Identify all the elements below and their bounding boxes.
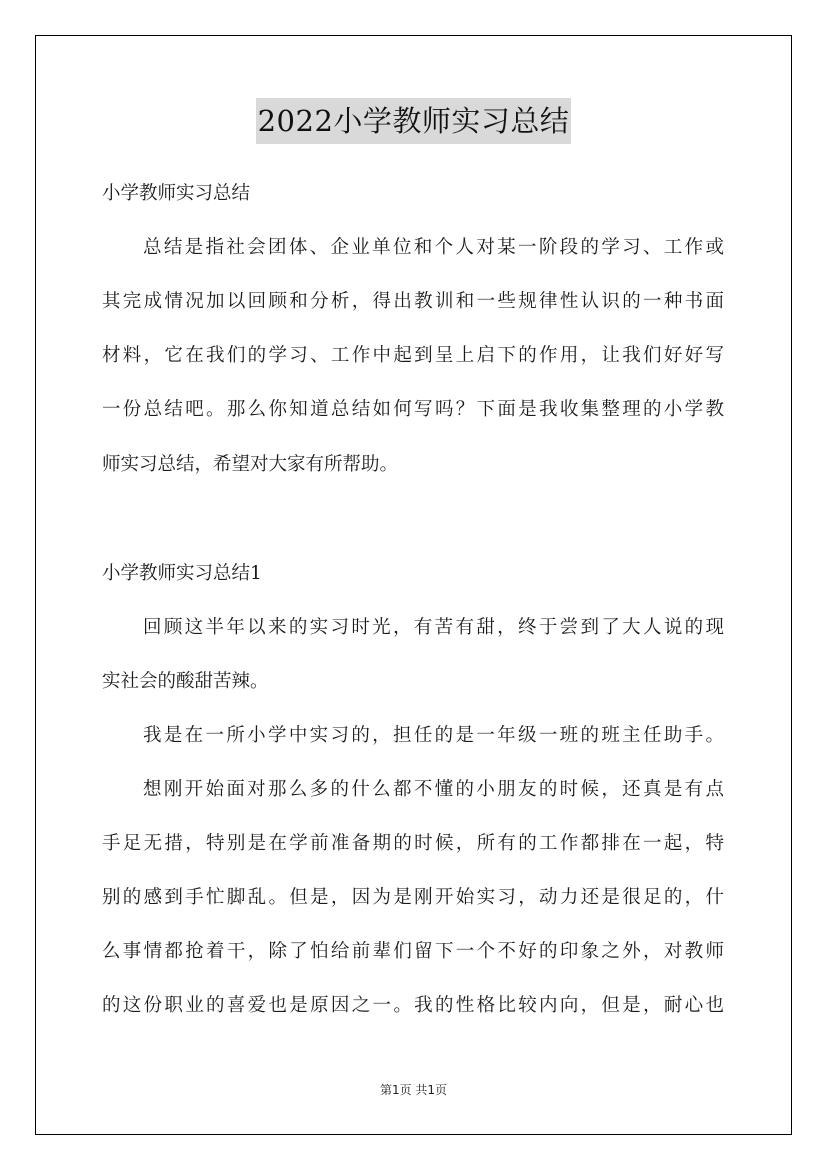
- para-3-line-4: 么事情都抢着干，除了怕给前辈们留下一个不好的印象之外，对教师: [102, 941, 724, 962]
- subheading-1: 小学教师实习总结1: [102, 563, 262, 584]
- para-3-line-2: 手足无措，特别是在学前准备期的时候，所有的工作都排在一起，特: [102, 833, 724, 854]
- para-3-line-1: 想刚开始面对那么多的什么都不懂的小朋友的时候，还真是有点: [143, 779, 724, 800]
- intro-line-2: 其完成情况加以回顾和分析，得出教训和一些规律性认识的一种书面: [102, 291, 724, 312]
- para-3-line-5: 的这份职业的喜爱也是原因之一。我的性格比较内向，但是，耐心也: [102, 995, 724, 1016]
- para-1-line-1: 回顾这半年以来的实习时光，有苦有甜，终于尝到了大人说的现: [143, 617, 724, 638]
- intro-line-3: 材料，它在我们的学习、工作中起到呈上启下的作用，让我们好好写: [102, 345, 724, 366]
- para-3-line-3: 别的感到手忙脚乱。但是，因为是刚开始实习，动力还是很足的，什: [102, 887, 724, 908]
- page-footer: [0, 1082, 827, 1098]
- intro-line-5: 师实习总结，希望对大家有所帮助。: [102, 454, 399, 475]
- section-heading: 小学教师实习总结: [102, 183, 251, 204]
- title-container: [0, 98, 827, 144]
- para-1-line-2: 实社会的酸甜苦辣。: [102, 671, 269, 692]
- para-2-line-1: 我是在一所小学中实习的，担任的是一年级一班的班主任助手。: [143, 725, 724, 746]
- intro-line-4: 一份总结吧。那么你知道总结如何写吗？下面是我收集整理的小学教: [102, 399, 724, 420]
- intro-line-1: 总结是指社会团体、企业单位和个人对某一阶段的学习、工作或: [143, 237, 724, 258]
- document-title: 2022小学教师实习总结: [256, 98, 572, 144]
- page-number: 第1页 共1页: [379, 1083, 448, 1097]
